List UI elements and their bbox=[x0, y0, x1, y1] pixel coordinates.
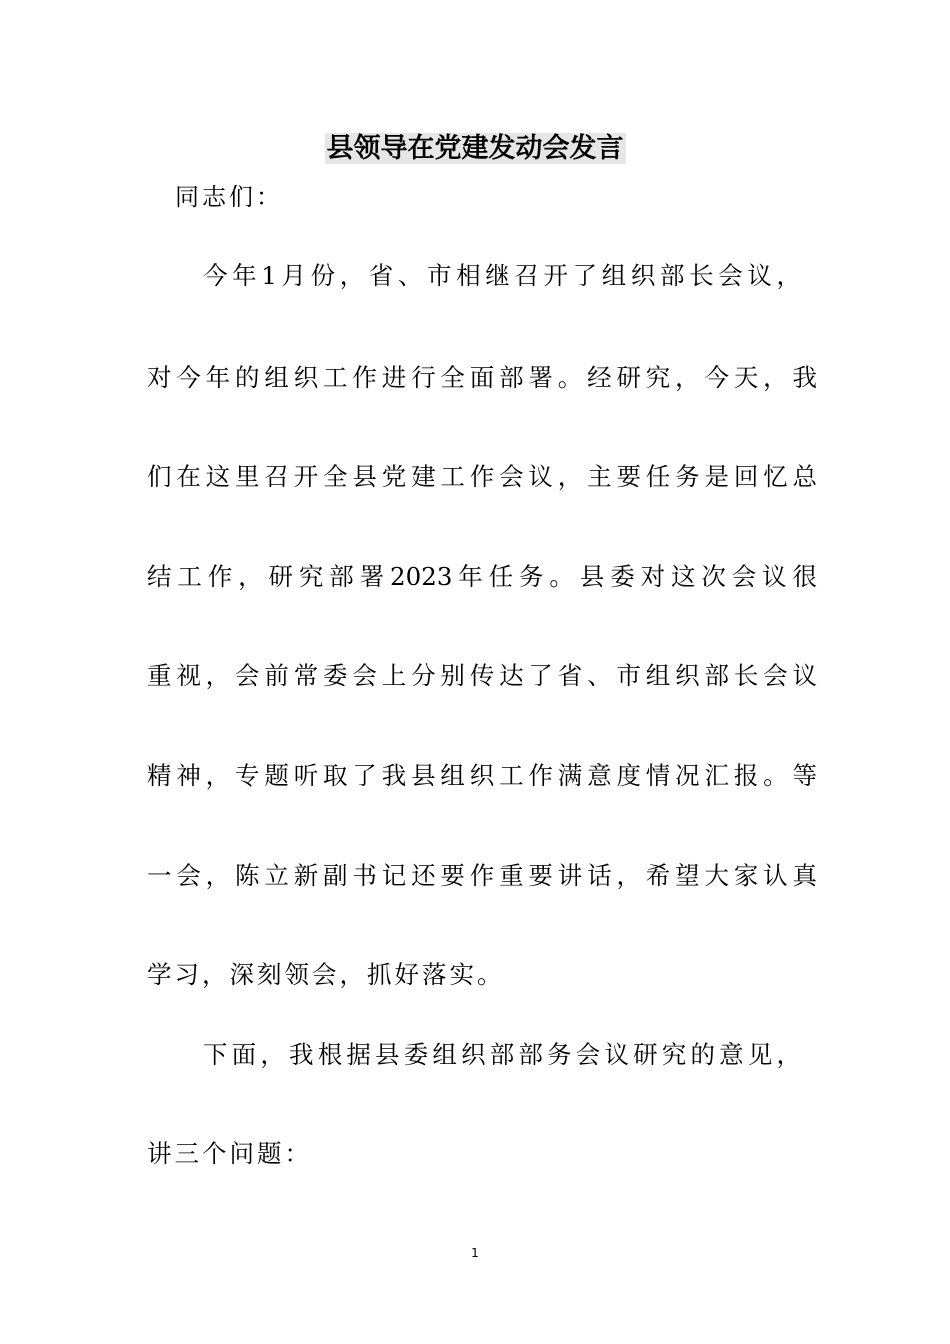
page-number: 1 bbox=[471, 1246, 479, 1260]
paragraph-1-line-5: 重视，会前常委会上分别传达了省、市组织部长会议 bbox=[147, 661, 817, 690]
paragraph-1-line-6: 精神，专题听取了我县组织工作满意度情况汇报。等 bbox=[147, 761, 817, 790]
paragraph-1-line-4: 结工作，研究部署2023年任务。县委对这次会议很 bbox=[147, 562, 817, 591]
paragraph-1-line-3: 们在这里召开全县党建工作会议，主要任务是回忆总 bbox=[147, 462, 817, 491]
salutation: 同志们： bbox=[175, 183, 283, 211]
paragraph-2-line-2: 讲三个问题： bbox=[147, 1139, 312, 1168]
paragraph-1-line-2: 对今年的组织工作进行全面部署。经研究，今天，我 bbox=[147, 363, 817, 392]
paragraph-2-line-1: 下面，我根据县委组织部部务会议研究的意见， bbox=[203, 1040, 801, 1069]
document-title bbox=[0, 127, 950, 171]
document-title-text: 县领导在党建发动会发言 bbox=[326, 133, 624, 164]
paragraph-1-line-1: 今年1月份，省、市相继召开了组织部长会议， bbox=[203, 261, 801, 290]
paragraph-1-line-7: 一会，陈立新副书记还要作重要讲话，希望大家认真 bbox=[147, 861, 817, 890]
paragraph-1-line-8: 学习，深刻领会，抓好落实。 bbox=[147, 960, 505, 989]
